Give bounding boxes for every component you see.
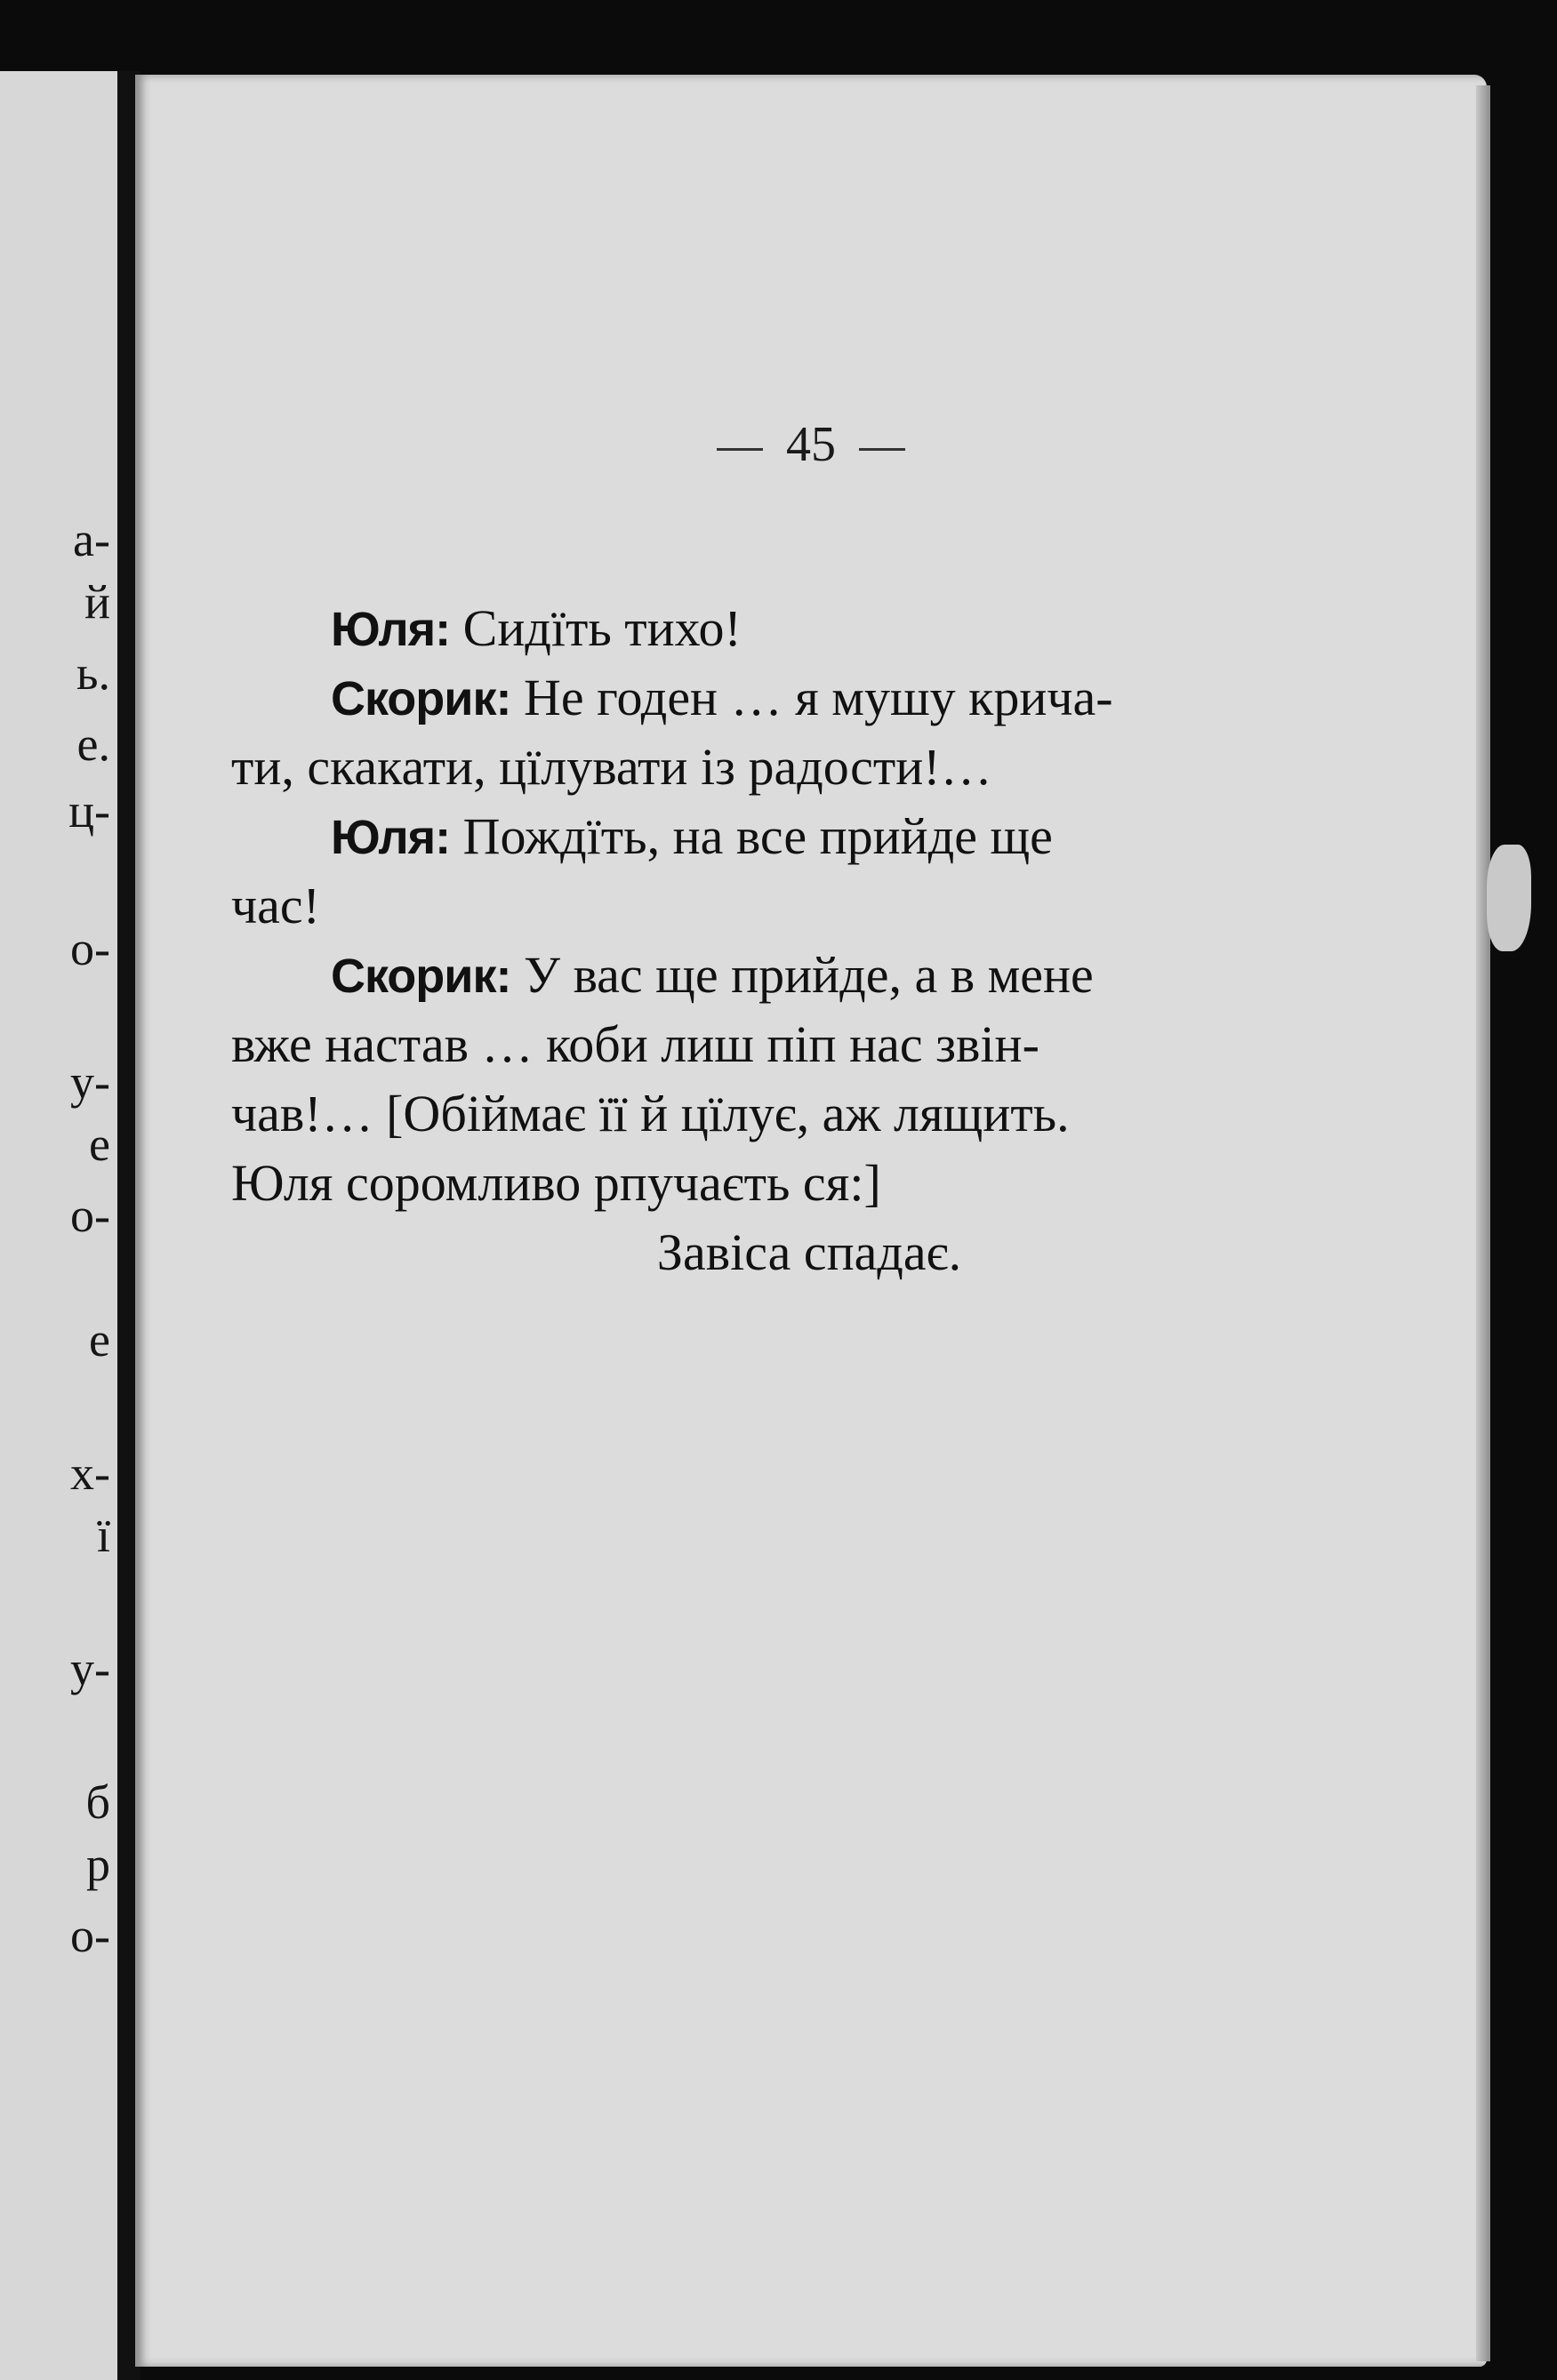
page-text — [231, 594, 1352, 1287]
fragment: й — [84, 575, 110, 629]
speaker-name: Юля: — [331, 811, 451, 864]
line-text: Завіса спадає. — [656, 1223, 962, 1281]
fragment: о- — [70, 922, 110, 975]
fragment: б — [85, 1775, 110, 1829]
line-text: Пождїть, на все прийде ще — [462, 807, 1053, 865]
page-edge-shadow — [1476, 85, 1490, 2361]
text-line — [231, 1010, 1352, 1079]
page-number — [135, 416, 1487, 473]
line-text: Юля соромливо рпучаєть ся:] — [231, 1154, 881, 1212]
text-line — [231, 802, 1352, 871]
line-text: вже настав … коби лиш піп нас звін- — [231, 1015, 1039, 1073]
line-text: ти, скакати, цїлувати із радости!… — [231, 738, 992, 796]
fragment: х- — [70, 1446, 110, 1500]
text-line — [231, 1149, 1352, 1218]
book-page — [135, 75, 1487, 2367]
line-text: У вас ще прийде, а в мене — [524, 946, 1094, 1004]
text-line — [231, 594, 1352, 663]
line-text: чав!… [Обіймає її й цїлує, аж лящить. — [231, 1085, 1070, 1142]
line-text: Сидїть тихо! — [462, 599, 742, 657]
fragment: ь. — [76, 646, 110, 700]
text-line — [231, 663, 1352, 733]
speaker-name: Скорик: — [331, 950, 511, 1003]
dash-left — [717, 448, 763, 451]
page-number-text: 45 — [786, 417, 836, 472]
fragment: е — [89, 1118, 110, 1171]
stage-direction — [231, 1218, 1352, 1287]
fragment: о- — [70, 1189, 110, 1242]
speaker-name: Юля: — [331, 603, 451, 656]
text-line — [231, 733, 1352, 802]
line-text: час! — [231, 877, 320, 934]
fragment: у- — [70, 1642, 110, 1695]
fragment: а- — [73, 513, 110, 566]
fragment: ї — [96, 1509, 110, 1562]
paper-scrap — [1487, 845, 1531, 951]
fragment: е. — [76, 717, 110, 771]
text-line — [231, 871, 1352, 941]
fragment: ц- — [68, 784, 110, 837]
dash-right — [859, 448, 905, 451]
fragment: у- — [70, 1055, 110, 1109]
fragment: е — [89, 1313, 110, 1366]
previous-page-edge — [0, 71, 117, 2380]
fragment: о- — [70, 1909, 110, 1962]
text-line — [231, 941, 1352, 1010]
text-line — [231, 1079, 1352, 1149]
line-text: Не годен … я мушу крича- — [524, 669, 1113, 726]
speaker-name: Скорик: — [331, 672, 511, 725]
fragment: р — [86, 1838, 110, 1891]
